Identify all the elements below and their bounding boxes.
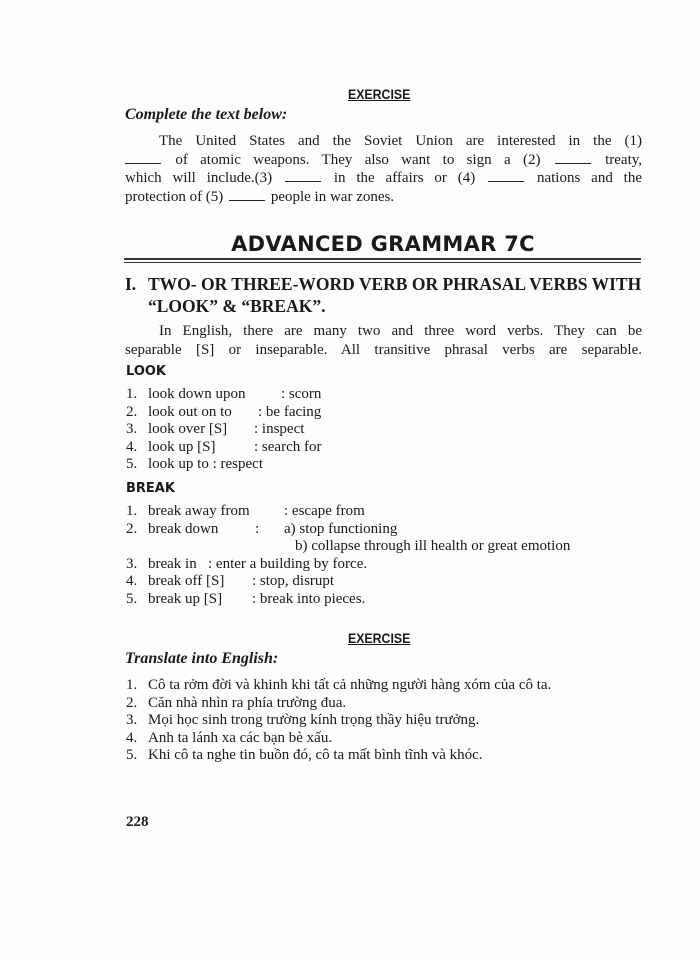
meaning: : break into pieces. [252,590,366,607]
item-number: 2. [126,694,138,711]
list-item [126,556,570,574]
item-number: 3. [126,712,138,728]
intro-line-2: separable [S] or inseparable. All transitive phrasal verbs are separable. [125,341,642,358]
item-number: 2. [126,403,138,420]
list-item [126,439,321,457]
chapter-title: ADVANCED GRAMMAR 7C [231,232,535,256]
list-item [126,521,570,539]
paragraph-text: of atomic weapons. They also want to sign a (2) [175,151,541,168]
intro-line-1: In English, there are many two and three word verbs. They can be [159,323,642,339]
list-item [126,695,551,713]
item-number: 5. [126,456,138,472]
colon: : [255,520,260,537]
look-heading: LOOK [126,364,166,379]
list-item [126,573,570,591]
exercise-paragraph [125,132,642,206]
item-number: 3. [126,421,138,437]
divider-rule [124,262,641,263]
meaning: : respect [212,456,263,472]
phrasal-verb: break down [148,520,219,537]
meaning: : inspect [254,421,305,437]
break-heading: BREAK [126,481,175,496]
divider-rule [124,258,641,260]
exercise-title: EXERCISE [348,630,411,646]
item-number: 2. [126,520,138,537]
list-item [126,404,321,422]
meaning: a) stop functioning [284,520,398,537]
item-number: 1. [126,503,138,519]
phrasal-verb: look up [S] [148,438,216,455]
section-title-line-2: “LOOK” & “BREAK”. [148,296,326,316]
sentence: Anh ta lánh xa các bạn bè xấu. [148,729,333,746]
list-item [126,677,551,695]
blank-3[interactable] [285,169,321,182]
blank-2[interactable] [555,151,591,164]
section-intro [125,322,642,359]
item-number: 3. [126,555,138,572]
paragraph-text: people in war zones. [270,188,395,205]
list-item [126,386,321,404]
meaning: : search for [254,438,322,455]
exercise-instruction: Complete the text below: [125,106,288,123]
list-item [126,456,321,474]
item-number: 4. [126,729,138,746]
paragraph-text: nations and the [536,170,643,186]
phrasal-verb: look up to [148,456,209,472]
item-number: 1. [126,386,138,402]
look-list [126,386,321,474]
meaning: : be facing [258,403,322,420]
paragraph-line-1: The United States and the Soviet Union are interested in the (1) [159,133,642,149]
exercise-instruction: Translate into English: [125,650,279,667]
item-number: 4. [126,438,138,455]
phrasal-verb: look over [S] [148,421,228,437]
sentence: Mọi học sinh trong trường kính trọng thầy hiệu trưởng. [148,712,480,728]
meaning: : scorn [281,386,322,402]
translate-list [126,677,551,765]
list-item [126,503,570,521]
item-number: 5. [126,747,138,763]
list-item [126,421,321,439]
phrasal-verb: break off [S] [148,573,225,589]
break-list [126,503,570,608]
blank-1[interactable] [125,151,161,164]
paragraph-text: in the affairs or (4) [333,170,476,186]
phrasal-verb: look out on to [148,403,232,420]
paragraph-text: protection of (5) [125,188,224,205]
section-number: I. [125,274,137,294]
paragraph-text: treaty, [605,151,643,168]
phrasal-verb: break in [148,555,197,572]
phrasal-verb: break away from [148,503,250,519]
exercise-title: EXERCISE [348,86,411,102]
meaning: : stop, disrupt [252,573,335,589]
list-item-continuation [126,538,570,556]
list-item [126,730,551,748]
item-number: 1. [126,677,138,693]
item-number: 5. [126,590,138,607]
section-title-line-1: TWO- OR THREE-WORD VERB OR PHRASAL VERBS WITH [148,274,642,294]
blank-4[interactable] [488,169,524,182]
paragraph-text: which will include.(3) [125,170,273,186]
sentence: Căn nhà nhìn ra phía trường đua. [148,694,347,711]
phrasal-verb: look down upon [148,386,246,402]
meaning: b) collapse through ill health or great emotion [295,538,571,554]
meaning: : enter a building by force. [208,555,368,572]
meaning: : escape from [284,503,365,519]
sentence: Cô ta rởm đời và khinh khi tất cả những người hàng xóm của cô ta. [148,677,552,693]
list-item [126,747,551,765]
sentence: Khi cô ta nghe tin buồn đó, cô ta mất bình tĩnh và khóc. [148,747,483,763]
blank-5[interactable] [229,188,265,201]
list-item [126,591,570,609]
page-number: 228 [126,814,149,830]
list-item [126,712,551,730]
phrasal-verb: break up [S] [148,590,223,607]
item-number: 4. [126,573,138,589]
